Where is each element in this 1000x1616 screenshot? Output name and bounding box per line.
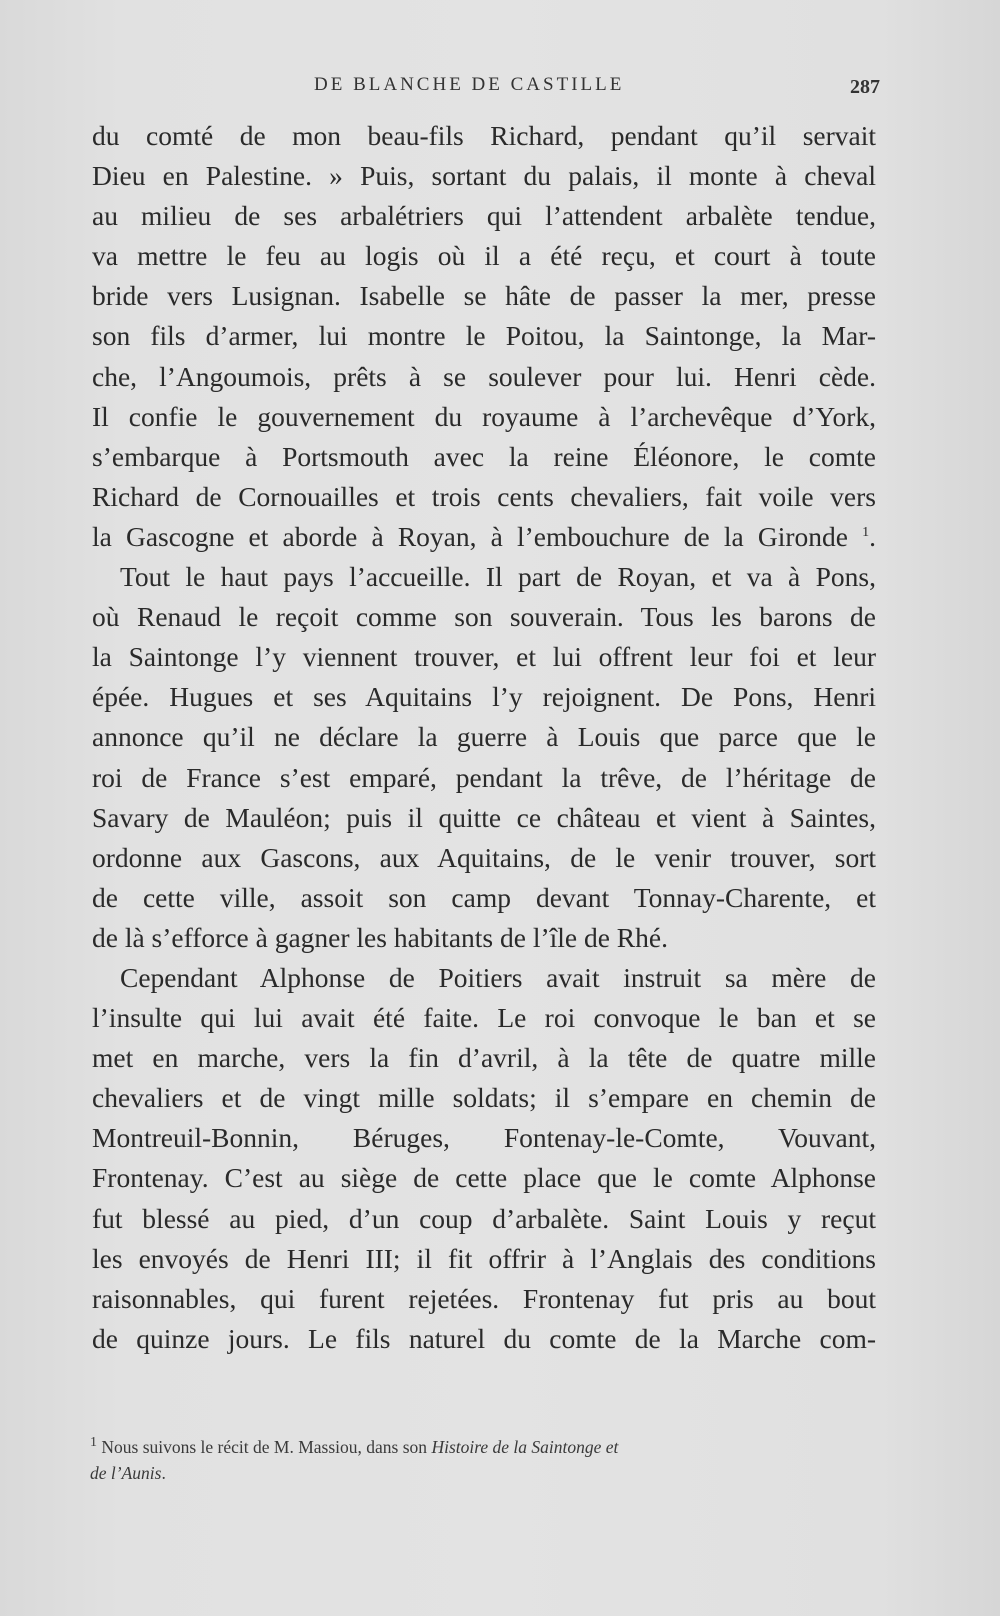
footnote-book-title-cont: de l’Aunis	[90, 1463, 162, 1483]
footnote-book-title: Histoire de la Saintonge et	[431, 1437, 619, 1457]
text-line: Frontenay. C’est au siège de cette place que le comte Alphonse	[92, 1162, 876, 1194]
text-line: Tout le haut pays l’accueille. Il part de Royan, et va à Pons,	[120, 561, 876, 593]
text-line: Dieu en Palestine. » Puis, sortant du palais, il monte à cheval	[92, 160, 876, 192]
text-line: la Saintonge l’y viennent trouver, et lui offrent leur foi et leur	[92, 641, 876, 673]
text-line: au milieu de ses arbalétriers qui l’attendent arbalète tendue,	[92, 200, 876, 232]
footnote-marker: 1	[90, 1435, 97, 1451]
text-line: du comté de mon beau-fils Richard, pendant qu’il servait	[92, 120, 876, 151]
footnote-text: Nous suivons le récit de M. Massiou, dans son	[97, 1437, 432, 1457]
text-line: Savary de Mauléon; puis il quitte ce château et vient à Saintes,	[92, 801, 876, 833]
text-line: Il confie le gouvernement du royaume à l’archevêque d’York,	[92, 400, 876, 432]
running-head	[100, 74, 880, 104]
running-title: DE BLANCHE DE CASTILLE	[314, 74, 625, 95]
text-line: de cette ville, assoit son camp devant Tonnay-Charente, et	[92, 881, 876, 913]
text-line: met en marche, vers la fin d’avril, à la tête de quatre mille	[92, 1042, 876, 1074]
text-line: bride vers Lusignan. Isabelle se hâte de passer la mer, presse	[92, 280, 876, 312]
text-line: annonce qu’il ne déclare la guerre à Louis que parce que le	[92, 721, 876, 753]
text-line: va mettre le feu au logis où il a été reçu, et court à toute	[92, 240, 876, 272]
text-line: Richard de Cornouailles et trois cents chevaliers, fait voile vers	[92, 480, 876, 512]
footnote	[90, 1434, 858, 1486]
footnote-end: .	[161, 1463, 166, 1483]
text-line: son fils d’armer, lui montre le Poitou, la Saintonge, la Mar-	[92, 320, 876, 352]
text-line: de quinze jours. Le fils naturel du comte de la Marche com-	[92, 1322, 876, 1354]
text-line-with-footnote	[92, 517, 876, 557]
text-line: s’embarque à Portsmouth avec la reine Éléonore, le comte	[92, 440, 876, 472]
text-line: roi de France s’est emparé, pendant la trêve, de l’héritage de	[92, 761, 876, 793]
text-line: chevaliers et de vingt mille soldats; il s’empare en chemin de	[92, 1082, 876, 1114]
text-line: che, l’Angoumois, prêts à se soulever pour lui. Henri cède.	[92, 360, 876, 392]
text-line: fut blessé au pied, d’un coup d’arbalète. Saint Louis y reçut	[92, 1202, 876, 1234]
page-number: 287	[850, 76, 880, 98]
text-line: Montreuil-Bonnin, Béruges, Fontenay-le-Comte, Vouvant,	[92, 1122, 876, 1154]
body-text	[92, 116, 876, 1359]
text-line: Cependant Alphonse de Poitiers avait instruit sa mère de	[120, 961, 876, 993]
text-line-content: la Gascogne et aborde à Royan, à l’embouchure de la Gironde	[92, 520, 848, 552]
text-line: l’insulte qui lui avait été faite. Le roi convoque le ban et se	[92, 1002, 876, 1034]
text-line: ordonne aux Gascons, aux Aquitains, de le venir trouver, sort	[92, 841, 876, 873]
text-line: de là s’efforce à gagner les habitants de l’île de Rhé.	[92, 921, 668, 953]
text-line: épée. Hugues et ses Aquitains l’y rejoignent. De Pons, Henri	[92, 681, 876, 713]
text-line: raisonnables, qui furent rejetées. Frontenay fut pris au bout	[92, 1282, 876, 1314]
text-line: les envoyés de Henri III; il fit offrir à l’Anglais des conditions	[92, 1242, 876, 1274]
text-line: où Renaud le reçoit comme son souverain. Tous les barons de	[92, 601, 876, 633]
footnote-reference: 1	[862, 524, 870, 540]
text-line-end: .	[869, 520, 877, 552]
